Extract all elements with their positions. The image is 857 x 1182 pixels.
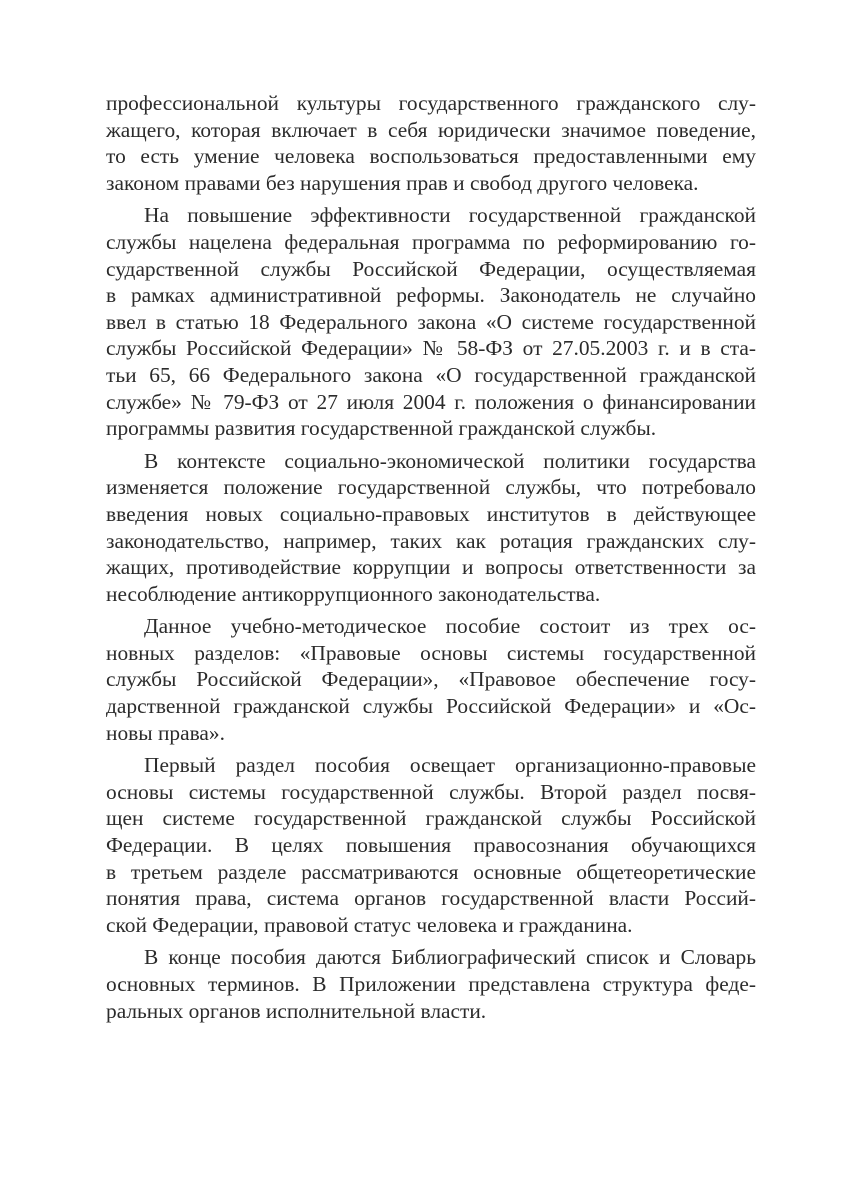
text-line: Федерации. В целях повышения правосознания обучающихся [106, 833, 756, 858]
paragraph [106, 448, 756, 608]
text-line: изменяется положение государственной службы, что потребовало [106, 475, 756, 500]
text-line: понятия права, система органов государственной власти Россий- [106, 886, 756, 911]
paragraph [106, 944, 756, 1024]
paragraph [106, 752, 756, 938]
text-line: основных терминов. В Приложении представлена структура феде- [106, 972, 756, 996]
text-line: программы развития государственной гражданской службы. [106, 416, 657, 441]
text-line: то есть умение человека воспользоваться предоставленными ему [106, 144, 756, 169]
page-text [106, 90, 756, 1030]
text-line: сударственной службы Российской Федерации, осуществляемая [106, 256, 756, 281]
text-line: профессиональной культуры государственного гражданского слу- [106, 91, 756, 115]
text-line: дарственной гражданской службы Российской Федерации» и «Ос- [106, 694, 756, 719]
text-line: законом правами без нарушения прав и свобод другого человека. [106, 170, 699, 195]
text-line: новы права». [106, 720, 225, 745]
paragraph [106, 90, 756, 196]
text-line: В конце пособия даются Библиографический список и Словарь [144, 945, 756, 970]
text-line: жащего, которая включает в себя юридически значимое поведение, [106, 117, 756, 142]
text-line: законодательство, например, таких как ротация гражданских слу- [106, 528, 756, 553]
text-line: На повышение эффективности государственной гражданской [144, 203, 756, 228]
paragraph [106, 202, 756, 441]
text-line: В контексте социально-экономической политики государства [144, 448, 756, 473]
text-line: службы нацелена федеральная программа по реформированию го- [106, 229, 756, 254]
text-line: жащих, противодействие коррупции и вопросы ответственности за [106, 555, 756, 580]
text-line: введения новых социально-правовых институтов в действующее [106, 501, 756, 526]
text-line: службе» № 79-ФЗ от 27 июля 2004 г. положения о финансировании [106, 389, 756, 414]
text-line: несоблюдение антикоррупционного законодательства. [106, 581, 601, 606]
text-line: ральных органов исполнительной власти. [106, 998, 487, 1023]
text-line: службы Российской Федерации», «Правовое обеспечение госу- [106, 667, 756, 692]
text-line: ввел в статью 18 Федерального закона «О системе государственной [106, 309, 756, 334]
text-line: щен системе государственной гражданской службы Российской [106, 806, 756, 831]
text-line: в третьем разделе рассматриваются основные общетеоретические [106, 859, 756, 884]
text-line: новных разделов: «Правовые основы системы государственной [106, 640, 756, 665]
text-line: ской Федерации, правовой статус человека и гражданина. [106, 912, 633, 937]
paragraph [106, 613, 756, 746]
text-line: в рамках административной реформы. Законодатель не случайно [106, 283, 756, 308]
text-line: Первый раздел пособия освещает организационно-правовые [144, 753, 756, 778]
text-line: Данное учебно-методическое пособие состоит из трех ос- [144, 614, 756, 639]
text-line: службы Российской Федерации» № 58-ФЗ от 27.05.2003 г. и в ста- [106, 336, 756, 361]
text-line: тьи 65, 66 Федерального закона «О государственной гражданской [106, 362, 756, 387]
text-line: основы системы государственной службы. Второй раздел посвя- [106, 779, 756, 804]
